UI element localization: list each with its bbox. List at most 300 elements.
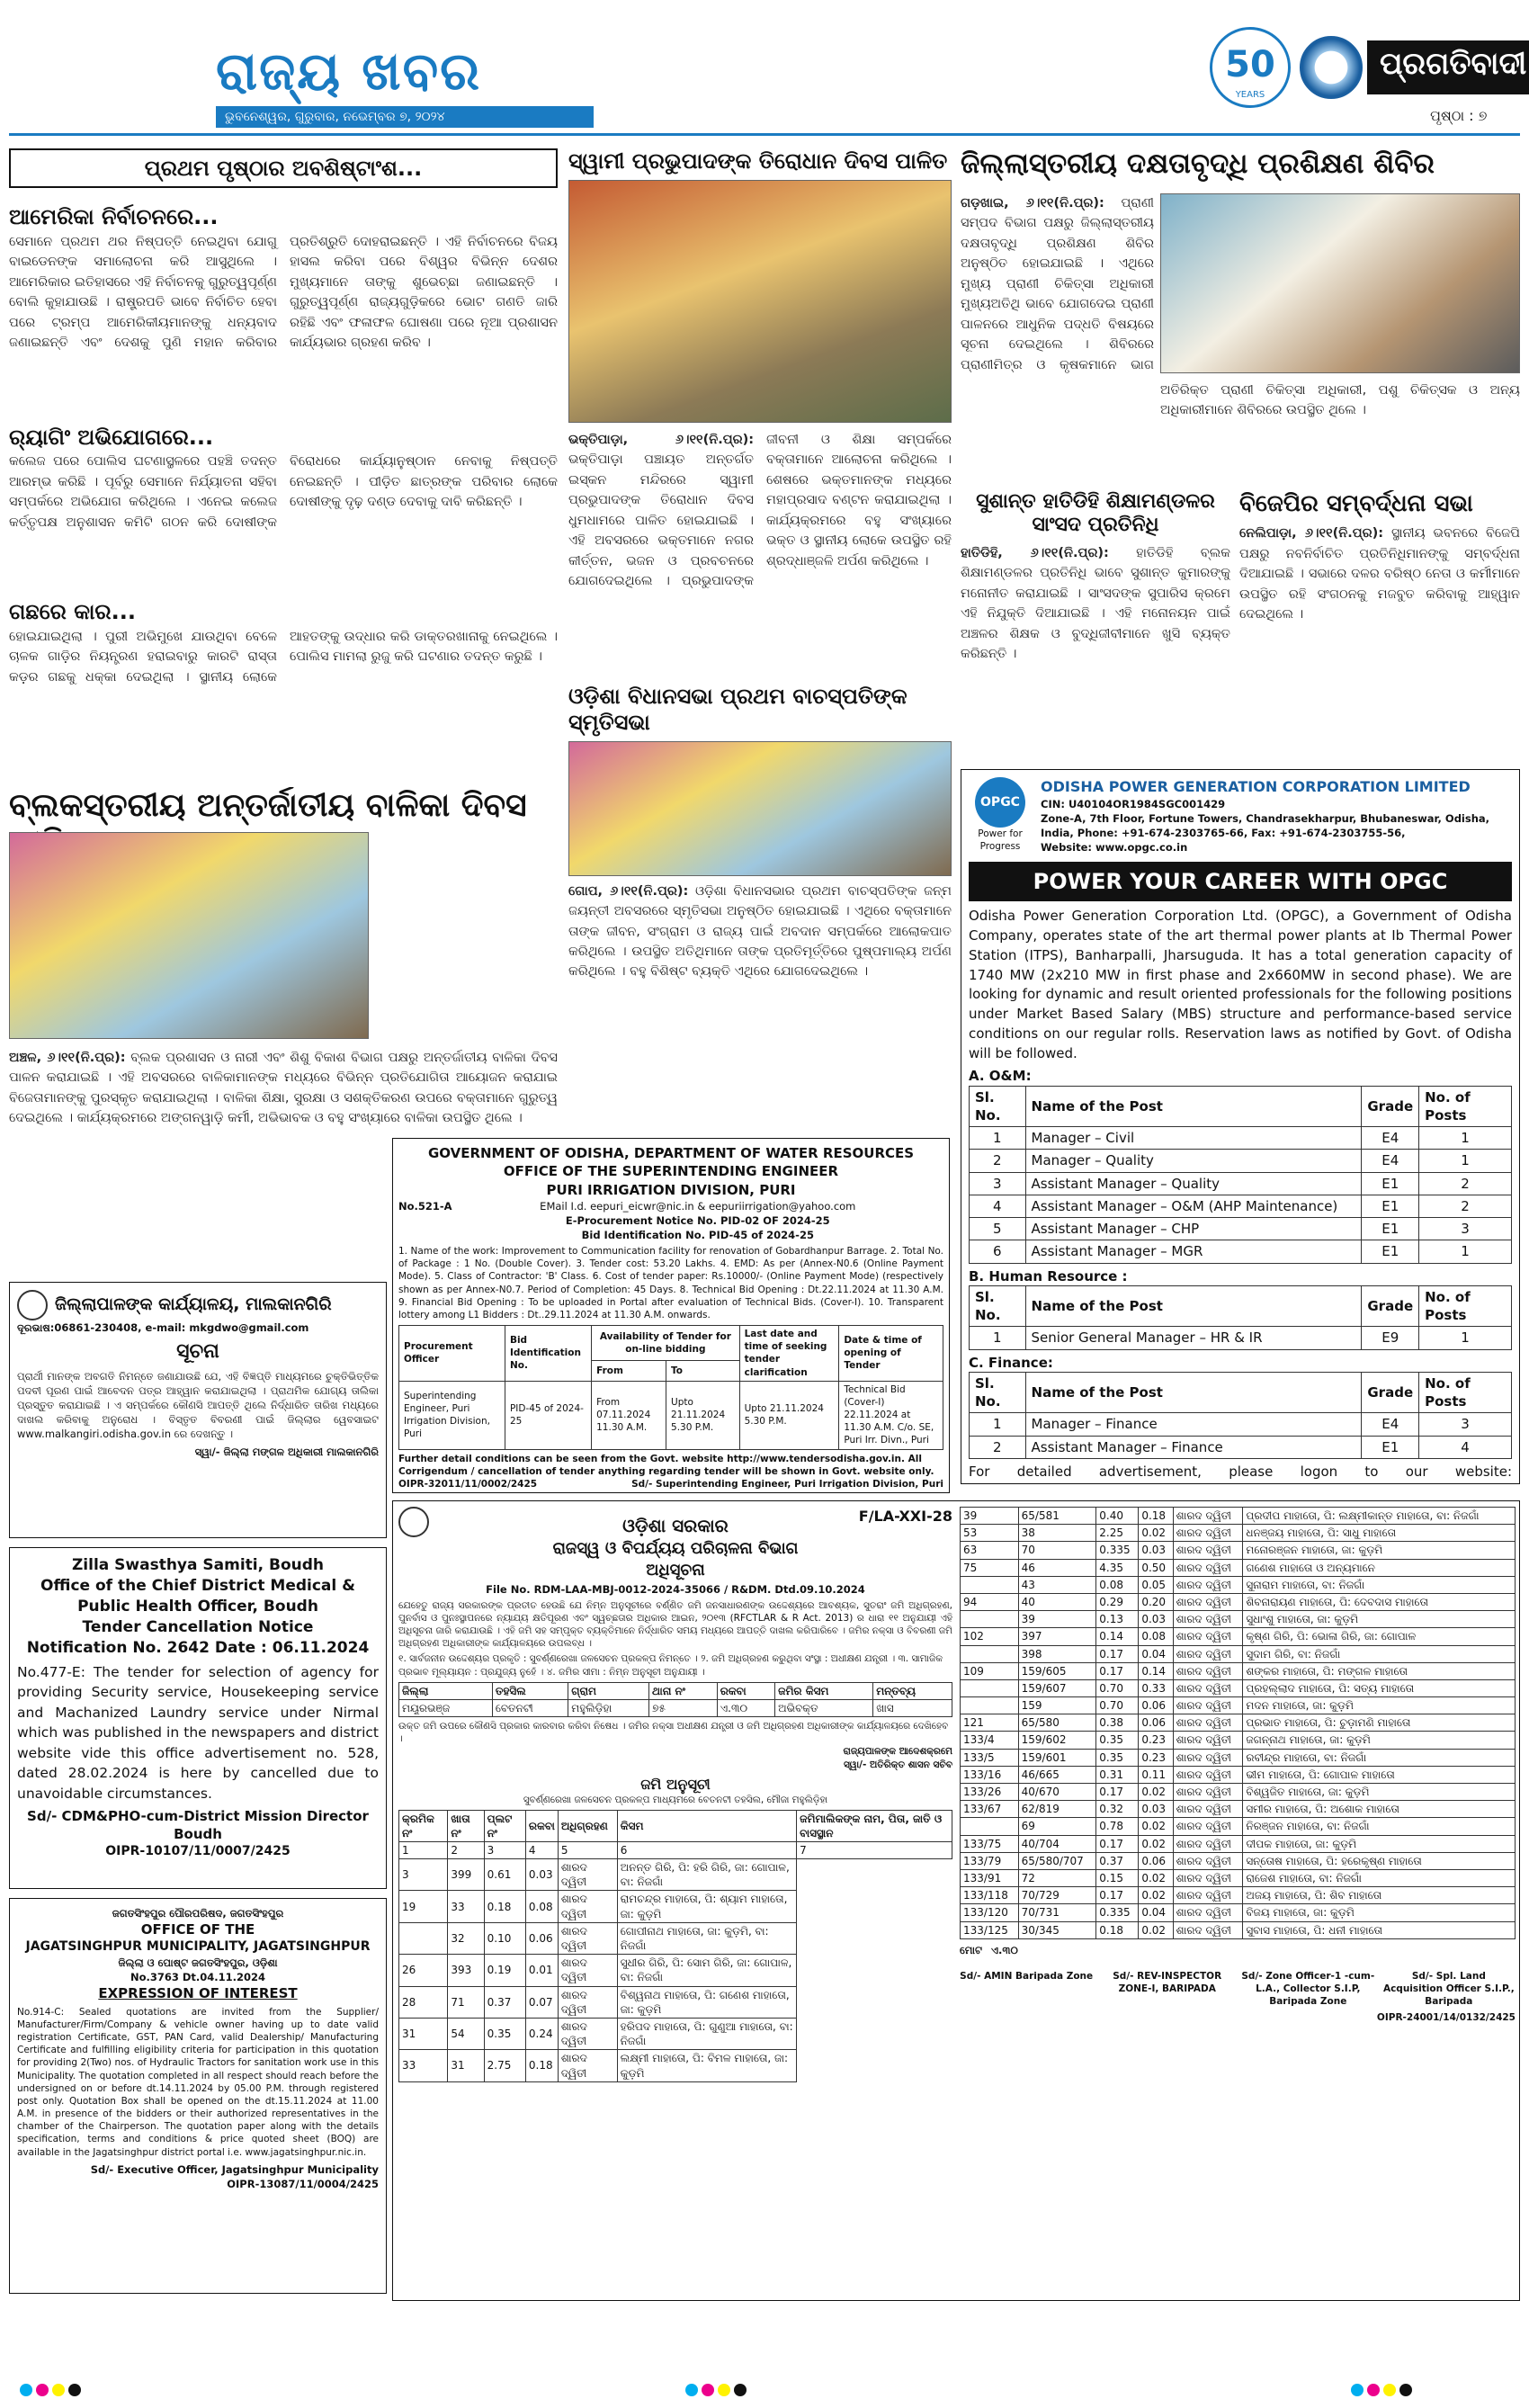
- land-cell: 0.23: [1139, 1732, 1173, 1749]
- malkangiri-sign: ସ୍ୱା/- ଜିଲ୍ଲା ମଙ୍ଗଳ ଅଧିକାରୀ ମାଲକାନଗିରି: [194, 1446, 379, 1459]
- continuation-text-1: ସେମାନେ ପ୍ରଥମ ଥର ନିଷ୍ପତ୍ତି ନେଇଥିବା ଯୋଗୁ ବାଇଡେନଙ୍କ ସମାଲୋଚନା କରି ଆସୁଥିଲେ । ଆମେରିକାର ଇତିହାସରେ ଏହି ନିର୍ବାଚନକୁ ଗୁରୁତ୍ୱପୂର୍ଣ୍ଣ ବୋଲି କୁହାଯାଉଛି । ରାଷ୍ଟ୍ରପତି ଭାବେ ନିର୍ବାଚିତ ହେବା ପରେ ଟ୍ରମ୍ପ ଆମେରିକୀୟମାନଙ୍କୁ ଧନ୍ୟବାଦ ଜଣାଇଛନ୍ତି ଏବଂ ଦେଶକୁ ପୁଣି ମହାନ କରିବାର ପ୍ରତିଶ୍ରୁତି ଦୋହରାଇଛନ୍ତି । ଏହି ନିର୍ବାଚନରେ ବିଜୟ ହାସଲ କରିବା ପରେ ବିଶ୍ୱର ବିଭିନ୍ନ ଦେଶର ମୁଖ୍ୟମାନେ ତାଙ୍କୁ ଶୁଭେଚ୍ଛା ଜଣାଇଛନ୍ତି । ଗୁରୁତ୍ୱପୂର୍ଣ୍ଣ ରାଜ୍ୟଗୁଡ଼ିକରେ ଭୋଟ ଗଣତି ଜାରି ରହିଛି ଏବଂ ଫଳାଫଳ ଘୋଷଣା ପରେ ନୂଆ ପ୍ରଶାସନ କାର୍ଯ୍ୟଭାର ଗ୍ରହଣ କରିବ ।: [9, 234, 558, 351]
- land-cell: ଶାରଦ ଦ୍ୱିତୀ: [558, 1922, 617, 1954]
- land-cell: 40/670: [1018, 1784, 1096, 1801]
- land-cell: ଦୀପକ ମାହାତୋ, ଜା: କୁଡ଼ମି: [1243, 1835, 1516, 1852]
- land-cell: 65/581: [1018, 1508, 1096, 1525]
- opgc-table-cell: 2: [970, 1436, 1026, 1458]
- land-cell: ମଦନ ମାହାତୋ, ଜା: କୁଡ଼ମି: [1243, 1697, 1516, 1714]
- land-cell: ରବୀନ୍ଦ୍ର ମାହାତୋ, ବା: ନିଜଗାଁ: [1243, 1749, 1516, 1766]
- land-cell: ଶାରଦ ଦ୍ୱିତୀ: [1173, 1749, 1243, 1766]
- land-cell: ଗ୍ରାମ: [568, 1682, 649, 1699]
- table-row: [961, 1508, 1516, 1525]
- land-cell: [961, 1818, 1019, 1835]
- opgc-cin: CIN: U40104OR1984SGC001429: [1041, 797, 1226, 810]
- land-cell: 133/5: [961, 1749, 1019, 1766]
- malkangiri-contact: ଦୂରଭାଷ:06861-230408, e-mail: mkgdwo@gmail.com: [17, 1321, 309, 1334]
- table-row: [970, 1413, 1512, 1436]
- land-cell: ଶାରଦ ଦ୍ୱିତୀ: [1173, 1801, 1243, 1818]
- land-signature: Sd/- AMIN Baripada Zone: [960, 1970, 1094, 1982]
- land-cell: 0.33: [1139, 1679, 1173, 1696]
- land-cell: [961, 1679, 1019, 1696]
- girl-child-dateline: ଅଞ୍ଚଳ, ୬।୧୧(ନି.ପ୍ର):: [9, 1051, 126, 1065]
- table-row: [970, 1240, 1512, 1263]
- land-cell: 399: [448, 1859, 484, 1891]
- opgc-table-header: No. of Posts: [1419, 1086, 1512, 1127]
- land-cell: 0.04: [1139, 1645, 1173, 1662]
- table-row: [961, 1593, 1516, 1610]
- sushant-story: [961, 490, 1230, 760]
- land-cell: 2: [448, 1841, 484, 1858]
- land-cell: 26: [399, 1955, 448, 1986]
- opgc-intro: Odisha Power Generation Corporation Ltd. (OPGC), a Government of Odisha Company, operates state of the art thermal power plants at Ib Thermal Power Station (ITPS), Banharpalli, Jharsuguda. It has a total generation capacity of 1740 MW (2x210 MW in first phase and 2x660MW in second phase). We are looking for dynamic and result oriented professionals for the following positions under Market Based Salary (MBS) structure and performance-based service conditions on our regular rolls. Reservation laws as notified by Govt. of Odisha will be followed.: [969, 908, 1512, 1061]
- land-cell: 133/125: [961, 1921, 1019, 1938]
- land-cell: [961, 1611, 1019, 1628]
- land-cell: 0.38: [1096, 1714, 1139, 1732]
- masthead-rule: [9, 133, 1520, 136]
- vidhansabha-text: [568, 882, 952, 1061]
- table-row: [961, 1628, 1516, 1645]
- boudh-sign: Sd/- CDM&PHO-cum-District Mission Director Boudh: [27, 1807, 369, 1843]
- land-cell: କ୍ରମିକ ନଂ: [399, 1810, 448, 1841]
- opgc-table-cell: 3: [970, 1172, 1026, 1195]
- land-cell: ତହସିଲ: [492, 1682, 568, 1699]
- table-row: [961, 1852, 1516, 1869]
- land-cell: ମନୋରଞ୍ଜନ ମାହାତୋ, ଜା: କୁଡ଼ମି: [1243, 1542, 1516, 1559]
- opgc-table-cell: E1: [1362, 1240, 1419, 1263]
- boudh-l4: Tender Cancellation Notice: [82, 1617, 314, 1636]
- land-cell: ସୁବାସ ମାହାତୋ, ପି: ଧନୀ ମାହାତୋ: [1243, 1921, 1516, 1938]
- land-cell: 70/729: [1018, 1887, 1096, 1904]
- land-cell: ଅଭିବକ୍ତ: [775, 1699, 873, 1716]
- table-row: [961, 1645, 1516, 1662]
- land-cell: 0.06: [1139, 1697, 1173, 1714]
- land-cell: ଭୀମ ମାହାତୋ, ପି: ଗୋପାଳ ମାହାତୋ: [1243, 1766, 1516, 1783]
- land-cell: 0.29: [1096, 1593, 1139, 1610]
- table-row: [399, 1891, 952, 1922]
- land-cell: ଶାରଦ ଦ୍ୱିତୀ: [558, 2050, 617, 2081]
- land-cell: ଜମିର କିସମ: [775, 1682, 873, 1699]
- land-cell: 109: [961, 1662, 1019, 1679]
- land-cell: 0.17: [1096, 1662, 1139, 1679]
- opgc-table-cell: E4: [1362, 1150, 1419, 1172]
- land-cell: ଶାରଦ ଦ୍ୱିତୀ: [1173, 1576, 1243, 1593]
- opgc-table-header: Name of the Post: [1025, 1086, 1362, 1127]
- table-row: [961, 1732, 1516, 1749]
- land-schedule-left: [398, 1810, 952, 2082]
- land-cell: 0.78: [1096, 1818, 1139, 1835]
- land-cell: ଶାରଦ ଦ୍ୱିତୀ: [1173, 1645, 1243, 1662]
- land-cell: ଶାରଦ ଦ୍ୱିତୀ: [1173, 1869, 1243, 1886]
- bjp-headline: ବିଜେପିର ସମ୍ବର୍ଦ୍ଧନା ସଭା: [1239, 490, 1473, 517]
- opgc-table-cell: 4: [1419, 1436, 1512, 1458]
- skill-headline: ଜିଲ୍ଲାସ୍ତରୀୟ ଦକ୍ଷତାବୃଦ୍ଧି ପ୍ରଶିକ୍ଷଣ ଶିବିର: [961, 148, 1435, 180]
- land-sched-title: ଜମି ଅନୁସୂଚୀ: [640, 1775, 711, 1793]
- land-cell: ସମୀର ମାହାତୋ, ପି: ଅଶୋକ ମାହାତୋ: [1243, 1801, 1516, 1818]
- skill-caption: ଅତିରିକ୍ତ ପ୍ରାଣୀ ଚିକିତ୍ସା ଅଧିକାରୀ, ପଶୁ ଚିକିତ୍ସକ ଓ ଅନ୍ୟ ଅଧିକାରୀମାନେ ଶିବିରରେ ଉପସ୍ଥିତ ଥିଲେ ।: [1160, 383, 1520, 418]
- water-th-2: From: [592, 1361, 666, 1382]
- land-cell: [399, 1922, 448, 1954]
- jagatsinghpur-eoi: [9, 1898, 387, 2294]
- land-cell: 398: [1018, 1645, 1096, 1662]
- land-cell: ଜମିମାଲିକଙ୍କ ନାମ, ପିତା, ଜାତି ଓ ବାସସ୍ଥାନ: [797, 1810, 952, 1841]
- land-cell: 0.18: [525, 2050, 558, 2081]
- land-cell: 46: [1018, 1559, 1096, 1576]
- land-cell: ଜିଲ୍ଲା: [399, 1682, 493, 1699]
- water-th-1: Bid Identification No.: [505, 1326, 591, 1382]
- land-cell: 40: [1018, 1593, 1096, 1610]
- land-summary-table: [398, 1682, 952, 1717]
- land-cell: 0.03: [1139, 1542, 1173, 1559]
- land-cell: 0.70: [1096, 1697, 1139, 1714]
- dateline: ଭୁବନେଶ୍ୱର, ଗୁରୁବାର, ନଭେମ୍ବର ୭, ୨୦୨୪: [216, 106, 594, 128]
- table-row: [961, 1784, 1516, 1801]
- land-cell: ଶାରଦ ଦ୍ୱିତୀ: [1173, 1818, 1243, 1835]
- land-order2: ସ୍ୱା/- ଅତିରିକ୍ତ ଶାସନ ସଚିବ: [843, 1759, 952, 1770]
- land-cell: 0.35: [1096, 1749, 1139, 1766]
- water-notice: E-Procurement Notice No. PID-02 OF 2024-25: [565, 1213, 830, 1227]
- land-cell: 0.06: [1139, 1852, 1173, 1869]
- sushant-dateline: ହାତିଡିହି, ୬।୧୧(ନି.ପ୍ର):: [961, 545, 1109, 560]
- land-cell: ଶାରଦ ଦ୍ୱିତୀ: [1173, 1593, 1243, 1610]
- land-cell: ପ୍ଲଟ ନଂ: [484, 1810, 525, 1841]
- land-cell: 0.06: [1139, 1714, 1173, 1732]
- table-row: [970, 1218, 1512, 1240]
- land-cell: 102: [961, 1628, 1019, 1645]
- land-cell: ଶାରଦ ଦ୍ୱିତୀ: [1173, 1784, 1243, 1801]
- land-cell: 31: [448, 2050, 484, 2081]
- land-cell: 393: [448, 1955, 484, 1986]
- table-row: [961, 1542, 1516, 1559]
- land-cell: [961, 1576, 1019, 1593]
- land-cell: ଶାରଦ ଦ୍ୱିତୀ: [1173, 1679, 1243, 1696]
- opgc-logo: [969, 777, 1032, 853]
- water-no: No.521-A: [398, 1199, 452, 1213]
- land-cell: 0.37: [1096, 1852, 1139, 1869]
- opgc-table-cell: Manager – Civil: [1025, 1127, 1362, 1150]
- land-cell: 53: [961, 1525, 1019, 1542]
- land-cell: 133/4: [961, 1732, 1019, 1749]
- water-l2: OFFICE OF THE SUPERINTENDING ENGINEER: [503, 1163, 839, 1180]
- land-cell: 159/605: [1018, 1662, 1096, 1679]
- continuation-text-2: କଲେଜ ପରେ ପୋଲିସ ଘଟଣାସ୍ଥଳରେ ପହଞ୍ଚି ତଦନ୍ତ ଆରମ୍ଭ କରିଛି । ପୂର୍ବରୁ ସେମାନେ ନିର୍ଯ୍ୟାତନା ସହିବା ସମ୍ପର୍କରେ ଅଭିଯୋଗ କରିଥିଲେ । ଏନେଇ କଲେଜ କର୍ତ୍ତୃପକ୍ଷ ଅନୁଶାସନ କମିଟି ଗଠନ କରି ଦୋଷୀଙ୍କ ବିରୋଧରେ କାର୍ଯ୍ୟାନୁଷ୍ଠାନ ନେବାକୁ ନିଷ୍ପତ୍ତି ନେଇଛନ୍ତି । ପୀଡ଼ିତ ଛାତ୍ରଙ୍କ ପରିବାର ଲୋକେ ଦୋଷୀଙ୍କୁ ଦୃଢ଼ ଦଣ୍ଡ ଦେବାକୁ ଦାବି କରିଛନ୍ତି ।: [9, 454, 558, 530]
- land-cell: 33: [399, 2050, 448, 2081]
- opgc-table-cell: 2: [970, 1150, 1026, 1172]
- land-cell: 0.17: [1096, 1887, 1139, 1904]
- land-cell: ଶାରଦ ଦ୍ୱିତୀ: [1173, 1921, 1243, 1938]
- opgc-tables: [969, 1067, 1512, 1459]
- opgc-table-header: Name of the Post: [1025, 1372, 1362, 1413]
- land-cell: 0.08: [1139, 1628, 1173, 1645]
- land-l2: ରାଜସ୍ୱ ଓ ବିପର୍ଯ୍ୟୟ ପରିଚାଳନା ବିଭାଗ: [552, 1539, 799, 1558]
- boudh-l2: Office of the Chief District Medical &: [40, 1576, 355, 1595]
- water-th-5: Date & time of opening of Tender: [839, 1326, 943, 1382]
- brand-logo: ପ୍ରଗତିବାଦୀ: [1367, 40, 1529, 94]
- land-cell: 0.04: [1139, 1904, 1173, 1921]
- land-extra: ଉକ୍ତ ଜମି ଉପରେ କୌଣସି ପ୍ରକାର କାରବାର କରିବା ନିଷେଧ । ଜମିର ନକ୍ସା ଅଧୀକ୍ଷଣ ଯନ୍ତ୍ରୀ ଓ ଜମି ଅଧିଗ୍ରହଣ ଅଧିକାରୀଙ୍କ କାର୍ଯ୍ୟାଳୟରେ ଦେଖିହେବ ।: [398, 1721, 949, 1745]
- opgc-table-header: No. of Posts: [1419, 1285, 1512, 1327]
- boudh-notice: [9, 1547, 387, 1889]
- land-emblem-icon: [398, 1507, 429, 1537]
- land-cell: 0.17: [1096, 1835, 1139, 1852]
- water-text: 1. Name of the work: Improvement to Communication facility for renovation of Gobardhanpur Barrage. 2. Total No. of Package : 1 No. (Double Cover). 3. Tender cost: 53.20 Lakhs. 4. EMD: As per (Annex-N0.6 (Online Payment Mode). 5. Class of Contractor: 'B' Class. 6. Cost of tender paper: Rs.10000/- (Online Payment Mode) (respectively shown as per Annex-N0.7. Period of Completion: 45 Days. 8. Technical Bid Opening : Dt.22.11.2024 at 11.30 A.M. 9. Financial Bid Opening : To be uploaded in Portal after evaluation of Technical Bids. (Cover-I). 10. Transparent lottery among L1 Bidders : Dt..29.11.2024 at 11.30 A.M. onwards.: [398, 1246, 943, 1320]
- water-l3: PURI IRRIGATION DIVISION, PURI: [546, 1181, 796, 1198]
- opgc-table-header: Name of the Post: [1025, 1285, 1362, 1327]
- bjp-story: [1239, 490, 1520, 760]
- land-cell: 65/580: [1018, 1714, 1096, 1732]
- vidhansabha-photo: [568, 741, 952, 876]
- opgc-logo-tag: Power for Progress: [978, 828, 1023, 853]
- skill-body: ପ୍ରାଣୀ ସମ୍ପଦ ବିଭାଗ ପକ୍ଷରୁ ଜିଲ୍ଲାସ୍ତରୀୟ ଦକ୍ଷତାବୃଦ୍ଧି ପ୍ରଶିକ୍ଷଣ ଶିବିର ଅନୁଷ୍ଠିତ ହୋଇଯାଇଛି । ଏଥିରେ ମୁଖ୍ୟ ପ୍ରାଣୀ ଚିକିତ୍ସା ଅଧିକାରୀ ମୁଖ୍ୟଅତିଥି ଭାବେ ଯୋଗଦେଇ ପ୍ରାଣୀ ପାଳନରେ ଆଧୁନିକ ପଦ୍ଧତି ବିଷୟରେ ସୂଚନା ଦେଇଥିଲେ । ଶିବିରରେ ପ୍ରାଣୀମିତ୍ର ଓ କୃଷକମାନେ ଭାଗ: [961, 196, 1154, 372]
- land-cell: 0.14: [1096, 1628, 1139, 1645]
- land-cell: 0.02: [1139, 1818, 1173, 1835]
- continuation-title-2: ର୍‍ୟାଗିଂ ଅଭିଯୋଗରେ...: [9, 424, 214, 450]
- table-row: [961, 1576, 1516, 1593]
- anniversary-number: 50: [1225, 44, 1275, 85]
- water-bid: Bid Identification No. PID-45 of 2024-25: [581, 1228, 814, 1241]
- land-l3: ଅଧିସୂଚନା: [646, 1561, 705, 1580]
- land-cell: ଗଣେଶ ମାହାତୋ ଓ ଅନ୍ୟମାନେ: [1243, 1559, 1516, 1576]
- malkangiri-office: ଜିଲ୍ଲାପାଳଙ୍କ କାର୍ଯ୍ୟାଳୟ, ମାଲକାନଗିରି: [55, 1294, 332, 1315]
- land-cell: 6: [617, 1841, 796, 1858]
- land-cell: ଶାରଦ ଦ୍ୱିତୀ: [1173, 1542, 1243, 1559]
- vidhansabha-story: [568, 684, 952, 1061]
- water-th-group: Availability of Tender for on-line bidding: [592, 1326, 739, 1361]
- land-cell: 32: [448, 1922, 484, 1954]
- land-cell: 133/91: [961, 1869, 1019, 1886]
- land-cell: 43: [1018, 1576, 1096, 1593]
- land-cell: 70: [1018, 1542, 1096, 1559]
- land-cell: 4: [525, 1841, 558, 1858]
- opgc-table-header: Grade: [1362, 1086, 1419, 1127]
- table-row: [961, 1904, 1516, 1921]
- skill-story: [961, 148, 1520, 481]
- land-cell: ସୁଧାଂଶୁ ମାହାତୋ, ଜା: କୁଡ଼ମି: [1243, 1611, 1516, 1628]
- vidhansabha-headline: ଓଡ଼ିଶା ବିଧାନସଭା ପ୍ରଥମ ବାଚସ୍ପତିଙ୍କ ସ୍ମୃତିସଭା: [568, 684, 908, 735]
- land-cell: 0.61: [484, 1859, 525, 1891]
- land-cell: 0.17: [1096, 1645, 1139, 1662]
- land-cell: ଶାରଦ ଦ୍ୱିତୀ: [1173, 1628, 1243, 1645]
- land-cell: 69: [1018, 1818, 1096, 1835]
- land-total-label: ମୋଟ: [960, 1943, 982, 1956]
- land-cell: 19: [399, 1891, 448, 1922]
- land-schedule-right: [960, 1507, 1516, 1939]
- boudh-l5: Notification No. 2642 Date : 06.11.2024: [26, 1638, 370, 1657]
- table-row: [961, 1887, 1516, 1904]
- opgc-website: Website: www.opgc.co.in: [1041, 840, 1188, 854]
- anniversary-logo: [1210, 27, 1291, 108]
- land-cell: 397: [1018, 1628, 1096, 1645]
- land-cell: ଶାରଦ ଦ୍ୱିତୀ: [1173, 1697, 1243, 1714]
- land-l1: ଓଡ଼ିଶା ସରକାର: [622, 1515, 729, 1536]
- prabhupada-photo: [568, 180, 952, 423]
- land-cell: ଶାରଦ ଦ୍ୱିତୀ: [1173, 1904, 1243, 1921]
- land-cell: ବିଜୟ ମାହାତୋ, ଜା: କୁଡ଼ମି: [1243, 1904, 1516, 1921]
- sushant-body: ହାତିଡିହି ବ୍ଲକ ଶିକ୍ଷାମଣ୍ଡଳର ପ୍ରତିନିଧି ଭାବେ ସୁଶାନ୍ତ କୁମାରଙ୍କୁ ମନୋନୀତ କରାଯାଇଛି । ସାଂସଦଙ୍କ ସୁପାରିସ କ୍ରମେ ଏହି ନିଯୁକ୍ତି ଦିଆଯାଇଛି । ଏହି ମନୋନୟନ ପାଇଁ ଅଞ୍ଚଳର ଶିକ୍ଷକ ଓ ବୁଦ୍ଧିଜୀବୀମାନେ ଖୁସି ବ୍ୟକ୍ତ କରିଛନ୍ତି ।: [961, 545, 1230, 662]
- table-row: [399, 1859, 952, 1891]
- opgc-table-header: Sl. No.: [970, 1372, 1026, 1413]
- land-signature: Sd/- Spl. Land Acquisition Officer S.I.P., Baripada: [1382, 1970, 1515, 2008]
- land-cell: 0.08: [1096, 1576, 1139, 1593]
- water-td-3: Upto 21.11.2024 5.30 P.M.: [666, 1381, 740, 1449]
- land-cell: 38: [1018, 1525, 1096, 1542]
- land-cell: ଶାରଦ ଦ୍ୱିତୀ: [558, 1955, 617, 1986]
- land-cell: 5: [558, 1841, 617, 1858]
- land-cell: 3: [399, 1859, 448, 1891]
- opgc-table-cell: 5: [970, 1218, 1026, 1240]
- odisha-emblem-icon: [17, 1290, 48, 1320]
- table-row: [970, 1172, 1512, 1195]
- land-cell: ସନ୍ତୋଷ ମାହାତୋ, ପି: ହରେକୃଷ୍ଣ ମାହାତୋ: [1243, 1852, 1516, 1869]
- land-cell: ଶାରଦ ଦ୍ୱିତୀ: [1173, 1559, 1243, 1576]
- opgc-table-cell: 1: [970, 1327, 1026, 1349]
- water-footer: Further detail conditions can be seen from the Govt. website http://www.tendersodisha.gov.in. All Corrigendum / cancellation of tender anything regarding tender will be shown in Govt. website only.: [398, 1453, 934, 1477]
- land-cell: 159: [1018, 1697, 1096, 1714]
- land-cell: 0.70: [1096, 1679, 1139, 1696]
- land-cell: 159/602: [1018, 1732, 1096, 1749]
- land-cell: 54: [448, 2018, 484, 2049]
- opgc-table-cell: 6: [970, 1240, 1026, 1263]
- land-cell: 159/601: [1018, 1749, 1096, 1766]
- land-cell: 0.02: [1139, 1835, 1173, 1852]
- land-cell: 0.02: [1139, 1784, 1173, 1801]
- section-title: ରାଜ୍ୟ ଖବର: [216, 40, 482, 102]
- prabhupada-headline: ସ୍ୱାମୀ ପ୍ରଭୁପାଦଙ୍କ ତିରୋଧାନ ଦିବସ ପାଳିତ: [568, 148, 948, 174]
- continuation-title-3: ଗଛରେ କାର...: [9, 599, 136, 625]
- table-row: [961, 1766, 1516, 1783]
- table-row: [961, 1525, 1516, 1542]
- land-cell: ରାଜେଶ ମାହାତୋ, ବା: ନିଜଗାଁ: [1243, 1869, 1516, 1886]
- opgc-address: Zone-A, 7th Floor, Fortune Towers, Chandrasekharpur, Bhubaneswar, Odisha, India, Phone: +91-674-2303765-66, Fax: +91-674-2303755-56,: [1041, 811, 1490, 839]
- land-cell: ଶାରଦ ଦ୍ୱିତୀ: [1173, 1714, 1243, 1732]
- jag-sign: Sd/- Executive Officer, Jagatsinghpur Municipality: [90, 2162, 379, 2176]
- water-td-1: PID-45 of 2024-25: [505, 1381, 591, 1449]
- land-cell: 133/26: [961, 1784, 1019, 1801]
- skill-text: [961, 193, 1154, 373]
- land-cell: ଶିବନାରାୟଣ ମାହାତୋ, ପି: ଦେବଦାସ ମାହାତୋ: [1243, 1593, 1516, 1610]
- water-th-4: Last date and time of seeking tender clarification: [739, 1326, 839, 1382]
- malkangiri-title: ସୂଚନା: [176, 1340, 219, 1364]
- opgc-table-cell: E1: [1362, 1172, 1419, 1195]
- opgc-table-cell: 3: [1419, 1218, 1512, 1240]
- table-row: [961, 1697, 1516, 1714]
- land-cell: 0.15: [1096, 1869, 1139, 1886]
- opgc-table-cell: 4: [970, 1195, 1026, 1217]
- land-cell: ଅନନ୍ତ ଗିରି, ପି: ହରି ଗିରି, ଜା: ଗୋପାଳ, ବା: ନିଜଗାଁ: [617, 1859, 796, 1891]
- opgc-table-cell: E1: [1362, 1436, 1419, 1458]
- land-total-val: ଏ.୩୦: [990, 1943, 1018, 1956]
- land-cell: 0.20: [1139, 1593, 1173, 1610]
- land-cell: 39: [1018, 1611, 1096, 1628]
- table-row: [970, 1436, 1512, 1458]
- land-cell: 2.75: [484, 2050, 525, 2081]
- land-cell: ରକବା: [717, 1682, 774, 1699]
- land-cell: 0.03: [1139, 1611, 1173, 1628]
- masthead: [0, 0, 1529, 135]
- land-cell: ଖାସ: [873, 1699, 952, 1716]
- table-row: [970, 1150, 1512, 1172]
- water-td-4: Upto 21.11.2024 5.30 P.M.: [739, 1381, 839, 1449]
- land-cell: ଶାରଦ ଦ୍ୱିତୀ: [1173, 1852, 1243, 1869]
- land-cell: ରାମଚନ୍ଦ୍ର ମାହାତୋ, ପି: ଶ୍ୟାମ ମାହାତୋ, ଜା: କୁଡ଼ମି: [617, 1891, 796, 1922]
- land-code: F/LA-XXI-28: [858, 1508, 952, 1525]
- opgc-table-header: Grade: [1362, 1372, 1419, 1413]
- table-row: [961, 1749, 1516, 1766]
- opgc-company: ODISHA POWER GENERATION CORPORATION LIMITED: [1041, 778, 1471, 795]
- registration-marks-right: [1349, 2384, 1529, 2402]
- table-row: [399, 1922, 952, 1954]
- land-cell: ଜଗନ୍ନାଥ ମାହାତୋ, ଜା: କୁଡ଼ମି: [1243, 1732, 1516, 1749]
- land-cell: ସୁଧୀର ଗିରି, ପି: ସୋମ ଗିରି, ଜା: ଗୋପାଳ, ବା: ନିଜଗାଁ: [617, 1955, 796, 1986]
- boudh-ref: OIPR-10107/11/0007/2425: [105, 1844, 291, 1859]
- land-cell: 133/16: [961, 1766, 1019, 1783]
- land-cell: 0.23: [1139, 1749, 1173, 1766]
- table-row: [961, 1662, 1516, 1679]
- bjp-body: ସ୍ଥାନୀୟ ଭବନରେ ବିଜେପି ପକ୍ଷରୁ ନବନିର୍ବାଚିତ ପ୍ରତିନିଧିମାନଙ୍କୁ ସମ୍ବର୍ଦ୍ଧନା ଦିଆଯାଇଛି । ସଭାରେ ଦଳର ବରିଷ୍ଠ ନେତା ଓ କର୍ମୀମାନେ ଉପସ୍ଥିତ ରହି ସଂଗଠନକୁ ମଜବୁତ କରିବାକୁ ଆହ୍ୱାନ ଦେଇଥିଲେ ।: [1239, 526, 1520, 622]
- land-cell: ବିଶ୍ୱନାଥ ମାହାତୋ, ପି: ଗଣେଶ ମାହାତୋ, ଜା: କୁଡ଼ମି: [617, 1986, 796, 2018]
- land-cell: ମୟୂରଭଞ୍ଜ: [399, 1699, 493, 1716]
- jag-title: EXPRESSION OF INTEREST: [98, 1985, 298, 2002]
- land-cell: 0.35: [484, 2018, 525, 2049]
- land-cell: ଶାରଦ ଦ୍ୱିତୀ: [1173, 1835, 1243, 1852]
- land-cell: ଧନଞ୍ଜୟ ମାହାତୋ, ପି: ସାଧୁ ମାହାତୋ: [1243, 1525, 1516, 1542]
- land-cell: ଅଧିଗ୍ରହଣ: [558, 1810, 617, 1841]
- opgc-table-cell: Assistant Manager – CHP: [1025, 1218, 1362, 1240]
- opgc-table-cell: 2: [1419, 1195, 1512, 1217]
- land-cell: 2.25: [1096, 1525, 1139, 1542]
- land-cell: ଲକ୍ଷ୍ମୀ ମାହାତୋ, ପି: ବିମଳ ମାହାତୋ, ଜା: କୁଡ଼ମି: [617, 2050, 796, 2081]
- table-row: [399, 1955, 952, 1986]
- water-sign: Sd/- Superintending Engineer, Puri Irrigation Division, Puri: [631, 1478, 943, 1490]
- opgc-banner: POWER YOUR CAREER WITH OPGC: [969, 862, 1512, 901]
- opgc-table-cell: Assistant Manager – Quality: [1025, 1172, 1362, 1195]
- opgc-table-cell: 2: [1419, 1172, 1512, 1195]
- table-row: [961, 1559, 1516, 1576]
- jag-l4: No.3763 Dt.04.11.2024: [130, 1971, 266, 1984]
- land-fileno: File No. RDM-LAA-MBJ-0012-2024-35066 / R&DM. Dtd.09.10.2024: [486, 1582, 865, 1596]
- land-cell: ବେତନଟୀ: [492, 1699, 568, 1716]
- land-cell: ଶାରଦ ଦ୍ୱିତୀ: [1173, 1766, 1243, 1783]
- land-cell: 0.335: [1096, 1542, 1139, 1559]
- table-row: [961, 1818, 1516, 1835]
- land-cell: 3: [484, 1841, 525, 1858]
- land-cell: 46/665: [1018, 1766, 1096, 1783]
- water-th-0: Procurement Officer: [399, 1326, 505, 1382]
- skill-dateline: ଗଡ଼ଖାଇ, ୬।୧୧(ନି.ପ୍ର):: [961, 196, 1104, 210]
- land-cell: 75: [961, 1559, 1019, 1576]
- land-cell: 70/731: [1018, 1904, 1096, 1921]
- table-row: [399, 1841, 952, 1858]
- land-cell: 40/704: [1018, 1835, 1096, 1852]
- land-right: [960, 1507, 1516, 2296]
- boudh-text: No.477-E: The tender for selection of agency for providing Security service, Housekeeping service and Machanized Laundry service under Nirmal which was published in the newspapers and district website vide this office advertisement no. 528, dated 28.02.2024 is here by cancelled due to unavoidable circumstances.: [17, 1663, 379, 1802]
- opgc-footer: For detailed advertisement, please logon to our website:: [969, 1463, 1512, 1480]
- emblem-icon: [1300, 36, 1363, 99]
- girl-child-headline: ବ୍ଲକସ୍ତରୀୟ ଅନ୍ତର୍ଜାତୀୟ ବାଳିକା ଦିବସ: [9, 787, 527, 824]
- land-signature: Sd/- Zone Officer-1 -cum-L.A., Collector S.I.P, Baripada Zone: [1241, 1970, 1375, 2008]
- land-cell: 133/79: [961, 1852, 1019, 1869]
- land-cell: ଗୋପୀନାଥ ମାହାତୋ, ଜା: କୁଡ଼ମି, ବା: ନିଜଗାଁ: [617, 1922, 796, 1954]
- opgc-table-cell: 1: [1419, 1127, 1512, 1150]
- opgc-section-label: B. Human Resource :: [969, 1267, 1128, 1285]
- table-row: [961, 1835, 1516, 1852]
- land-text: ଯେହେତୁ ରାଜ୍ୟ ସରକାରଙ୍କ ପ୍ରତୀତ ହେଉଛି ଯେ ନିମ୍ନ ଅନୁସୂଚୀରେ ବର୍ଣ୍ଣିତ ଜମି ଜନସାଧାରଣଙ୍କ ଉଦ୍ଦେଶ୍ୟରେ ଆବଶ୍ୟକ, ସୁତରାଂ ଜମି ଅଧିଗ୍ରହଣ, ପୁନର୍ବାସ ଓ ପୁନଃସ୍ଥାପନରେ ନ୍ୟାଯ୍ୟ କ୍ଷତିପୂରଣ ଏବଂ ସ୍ୱଚ୍ଛତାର ଅଧିକାର ଆଇନ, ୨୦୧୩ (RFCTLAR & R Act. 2013) ର ଧାରା ୧୧ ଅନୁଯାୟୀ ଏହି ଅଧିସୂଚନା ଜାରି କରାଯାଉଛି । ଏହି ଜମି ସହ ସମ୍ପୃକ୍ତ ବ୍ୟକ୍ତିମାନେ ନିର୍ଦ୍ଧାରିତ ସମୟ ମଧ୍ୟରେ ଆପତ୍ତି ଦାଖଲ କରିପାରିବେ । ଜମିର ନକ୍ସା ଓ ବିବରଣୀ ଜମି ଅଧିଗ୍ରହଣ ଅଧିକାରୀଙ୍କ କାର୍ଯ୍ୟାଳୟରେ ଉପଲବ୍ଧ ।: [398, 1599, 952, 1650]
- table-row: [399, 2050, 952, 2081]
- land-cell: କିସମ: [617, 1810, 796, 1841]
- land-cell: ପ୍ରହଲ୍ଲାଦ ମାହାତୋ, ପି: ସତ୍ୟ ମାହାତୋ: [1243, 1679, 1516, 1696]
- table-row: [399, 1986, 952, 2018]
- land-cell: ଶାରଦ ଦ୍ୱିତୀ: [1173, 1732, 1243, 1749]
- land-cell: 0.07: [525, 1986, 558, 2018]
